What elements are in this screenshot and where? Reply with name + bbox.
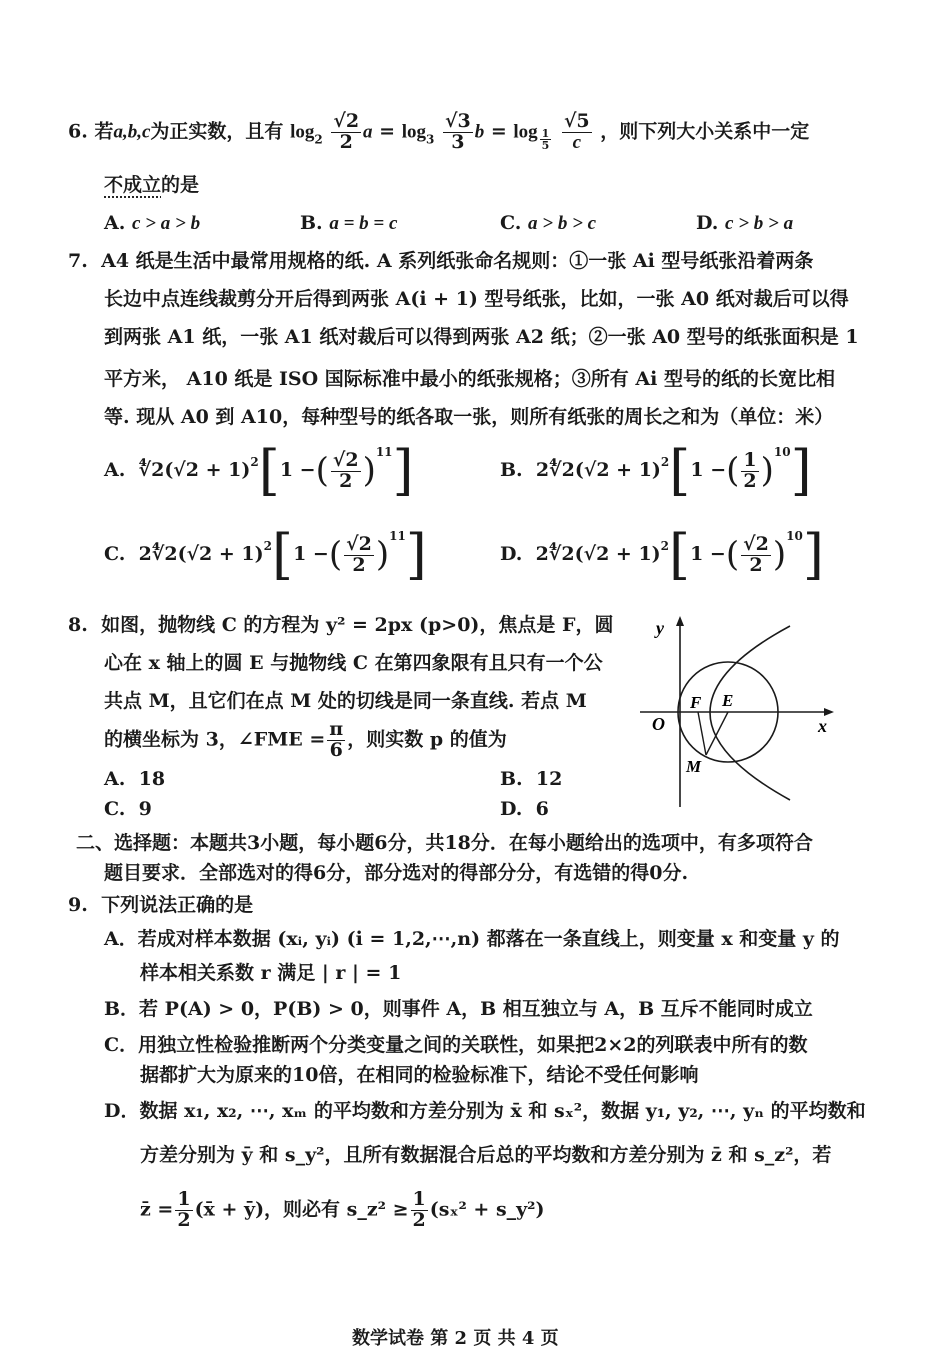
q8-line4: 的横坐标为 3，∠FME = $\frac{\pi}{6}$ ，则实数 p 的值为: [104, 718, 507, 761]
x-axis-arrow-icon: [824, 708, 834, 716]
q7-option-a: A. ∜2(√2 + 1)$^2$[1 −( $\frac{√2}{2}$ )$^{11}$]: [104, 439, 414, 502]
q9-option-b: B．若 P(A) > 0，P(B) > 0，则事件 A，B 相互独立与 A，B 互斥不能同时成立: [104, 998, 813, 1020]
q9-option-d-line3: z̄ = $\frac{1}{2}$ (x̄ + ȳ)，则必有 s_z² ≥ $\frac{1}{2}$ (sₓ² + s_y²): [140, 1188, 545, 1231]
q6-line2: 不成立的是: [104, 174, 200, 196]
q8-line1: 8. 如图，抛物线 C 的方程为 y² = 2px (p>0)，焦点是 F，圆: [68, 614, 614, 636]
q6-fraction-1: $\frac{√2}{2}$: [333, 110, 360, 153]
q8-option-d: D. 6: [500, 798, 549, 820]
q7-option-d: D. 2∜2(√2 + 1)$^2$[1 −( $\frac{√2}{2}$ )$^{10}$]: [500, 523, 824, 586]
q6-fraction-2: $\frac{√3}{3}$: [444, 110, 471, 153]
q7-line5: 等. 现从 A0 到 A10，每种型号的纸各取一张，则所有纸张的周长之和为（单位：米）: [104, 406, 834, 428]
section2-line1: 二、选择题：本题共3小题，每小题6分，共18分．在每小题给出的选项中，有多项符合: [76, 832, 813, 854]
page-footer: 数学试卷 第 2 页 共 4 页: [352, 1328, 559, 1349]
q6-option-a: A. c > a > b: [104, 212, 201, 234]
q9-stem: 9. 下列说法正确的是: [68, 894, 254, 916]
q6-line1: 6. 若a,b,c为正实数，且有 $\log_2$ $\frac{√2}{2}$ $a = \log_3$ $\frac{√3}{3}$ b = log $\frac{1}{5}$ $\frac{√5}{c}$ ，则下列大小关系中一定: [68, 110, 810, 153]
q6-option-d: D. c > b > a: [696, 212, 794, 234]
label-f: F: [690, 693, 702, 712]
q6-number: 6.: [68, 120, 88, 143]
q8-number: 8.: [68, 614, 88, 636]
q9-option-a-line2: 样本相关系数 r 满足 | r | = 1: [140, 962, 402, 984]
segment-em: [706, 712, 728, 755]
q7-line2: 长边中点连线裁剪分开后得到两张 A(i + 1) 型号纸张，比如，一张 A0 纸对裁后可以得: [104, 288, 849, 310]
y-axis-arrow-icon: [676, 616, 684, 626]
segment-fm: [698, 712, 706, 755]
q6-fraction-3: $\frac{√5}{c}$: [563, 110, 590, 153]
q7-option-c: C. 2∜2(√2 + 1)$^2$[1 −( $\frac{√2}{2}$ )$^{11}$]: [104, 523, 427, 586]
label-e: E: [722, 691, 734, 710]
q7-number: 7.: [68, 250, 88, 272]
label-o: O: [652, 714, 665, 734]
q7-line4: 平方米， A10 纸是 ISO 国际标准中最小的纸张规格；③所有 Ai 型号的纸的长宽比相: [104, 368, 835, 390]
q9-option-c-line2: 据都扩大为原来的10倍，在相同的检验标准下，结论不受任何影响: [140, 1064, 699, 1086]
q9-option-a-line1: A．若成对样本数据 (xᵢ, yᵢ) (i = 1,2,⋯,n) 都落在一条直线上，则变量 x 和变量 y 的: [104, 928, 840, 950]
q9-option-c-line1: C．用独立性检验推断两个分类变量之间的关联性，如果把2×2的列联表中所有的数: [104, 1034, 808, 1056]
q6-log-base-fraction: $\frac{1}{5}$: [541, 126, 550, 153]
q8-option-b: B. 12: [500, 768, 563, 790]
q6-emphasis: 不成立: [104, 174, 162, 196]
q8-option-c: C. 9: [104, 798, 152, 820]
q9-option-d-line2: 方差分别为 ȳ 和 s_y²，且所有数据混合后总的平均数和方差分别为 z̄ 和 s_z²，若: [140, 1144, 832, 1166]
label-x: x: [818, 716, 827, 736]
q7-line1: 7. A4 纸是生活中最常用规格的纸. A 系列纸张命名规则：①一张 Ai 型号纸张沿着两条: [68, 250, 814, 272]
q7-option-b: B. 2∜2(√2 + 1)$^2$[1 −( $\frac{1}{2}$ )$^{10}$]: [500, 439, 812, 502]
q6-option-b: B. a = b = c: [300, 212, 398, 234]
label-m: M: [686, 757, 702, 776]
q9-number: 9.: [68, 894, 88, 916]
q8-line3: 共点 M，且它们在点 M 处的切线是同一条直线. 若点 M: [104, 690, 587, 712]
q8-parabola-figure: [620, 612, 840, 812]
section2-line2: 题目要求．全部选对的得6分，部分选对的得部分分，有选错的得0分.: [104, 862, 689, 884]
q8-line2: 心在 x 轴上的圆 E 与抛物线 C 在第四象限有且只有一个公: [104, 652, 603, 674]
label-y: y: [656, 618, 664, 638]
q6-option-c: C. a > b > c: [500, 212, 597, 234]
q7-line3: 到两张 A1 纸，一张 A1 纸对裁后可以得到两张 A2 纸；②一张 A0 型号的纸张面积是 1: [104, 326, 859, 348]
q9-option-d-line1: D．数据 x₁, x₂, ⋯, xₘ 的平均数和方差分别为 x̄ 和 sₓ²，数据 y₁, y₂, ⋯, yₙ 的平均数和: [104, 1100, 866, 1122]
q8-option-a: A. 18: [104, 768, 166, 790]
